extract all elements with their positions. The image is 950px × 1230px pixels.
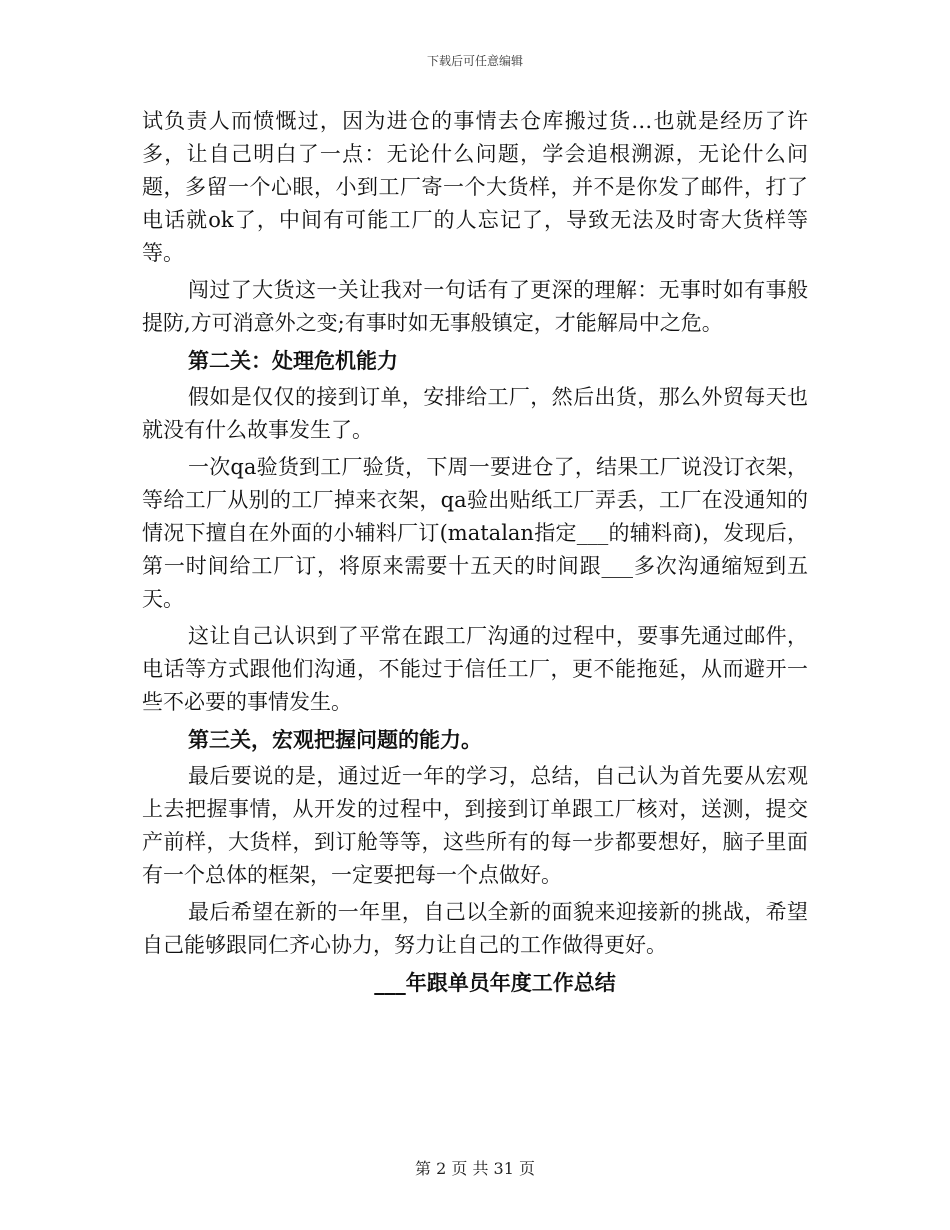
paragraph-macro: 最后要说的是，通过近一年的学习，总结，自己认为首先要从宏观上去把握事情，从开发的过程中，到接到订单跟工厂核对，送测，提交产前样，大货样，到订舱等等，这些所有的每一步都要想好，脑子里面有一个总体的框架，一定要把每一个点做好。: [142, 764, 808, 887]
page-header-note: 下载后可任意编辑: [426, 54, 523, 68]
paragraph-reflection: 闯过了大货这一关让我对一句话有了更深的理解：无事时如有事般提防,方可消意外之变;有事时如无事般镇定，才能解局中之危。: [142, 278, 808, 335]
paragraph-intro-crisis: 假如是仅仅的接到订单，安排给工厂，然后出货，那么外贸每天也就没有什么故事发生了。: [142, 385, 808, 442]
closing-title: ___年跟单员年度工作总结: [374, 970, 616, 995]
paragraph-qa-story: 一次qa验货到工厂验货，下周一要进仓了，结果工厂说没订衣架，等给工厂从别的工厂掉来衣架，qa验出贴纸工厂弄丢，工厂在没通知的情况下擅自在外面的小辅料厂订(matalan指定___的辅料商)，发现后，第一时间给工厂订，将原来需要十五天的时间跟___多次沟通缩短到五天。: [142, 455, 808, 611]
section-heading-2: 第二关：处理危机能力: [188, 348, 398, 373]
paragraph-lesson: 这让自己认识到了平常在跟工厂沟通的过程中，要事先通过邮件，电话等方式跟他们沟通，不能过于信任工厂，更不能拖延，从而避开一些不必要的事情发生。: [142, 624, 808, 714]
paragraph-closing-hope: 最后希望在新的一年里，自己以全新的面貌来迎接新的挑战，希望自己能够跟同仁齐心协力，努力让自己的工作做得更好。: [142, 900, 808, 957]
page-footer-number: 第 2 页 共 31 页: [415, 1159, 535, 1178]
paragraph-continuation: 试负责人而愤慨过，因为进仓的事情去仓库搬过货…也就是经历了许多，让自己明白了一点：无论什么问题，学会追根溯源，无论什么问题，多留一个心眼，小到工厂寄一个大货样，并不是你发了邮件，打了电话就ok了，中间有可能工厂的人忘记了，导致无法及时寄大货样等等。: [142, 109, 808, 265]
section-heading-3: 第三关，宏观把握问题的能力。: [188, 727, 482, 752]
document-body: [142, 105, 808, 999]
